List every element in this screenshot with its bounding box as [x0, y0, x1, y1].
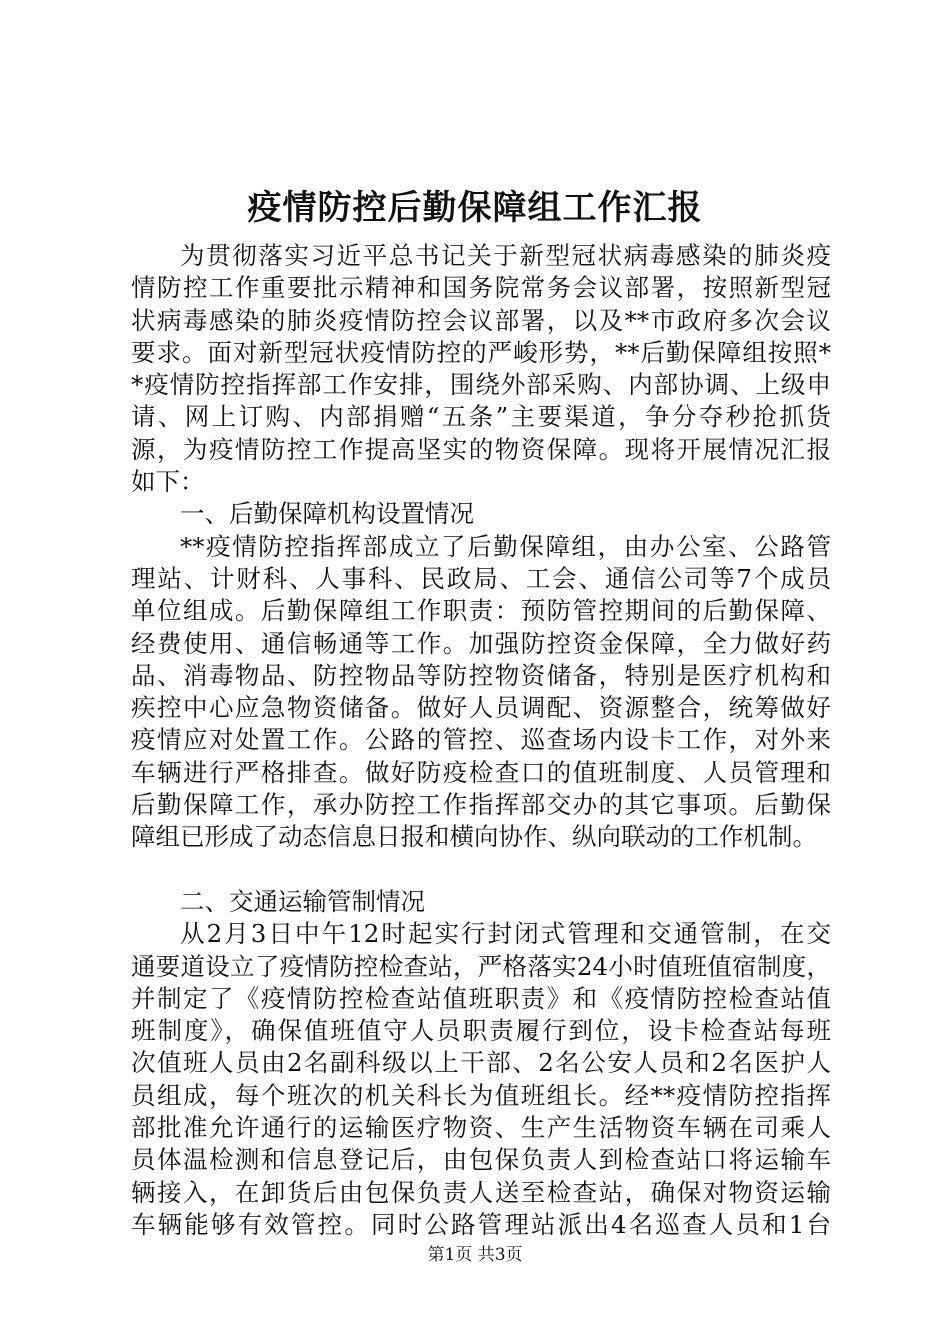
- text-line: 次值班人员由2名副科级以上干部、2名公安人员和2名医护人: [131, 1048, 831, 1078]
- text-line: 车辆能够有效管控。同时公路管理站派出4名巡查人员和1台: [131, 1209, 831, 1239]
- text-line: **疫情防控指挥部成立了后勤保障组，由办公室、公路管: [180, 531, 831, 561]
- text-line: 理站、计财科、人事科、民政局、工会、通信公司等7个成员: [131, 563, 831, 593]
- text-line: 情防控工作重要批示精神和国务院常务会议部署，按照新型冠: [131, 273, 831, 303]
- section-heading-1: 一、后勤保障机构设置情况: [180, 499, 474, 529]
- document-title: 疫情防控后勤保障组工作汇报: [247, 188, 703, 228]
- text-line: 从2月3日中午12时起实行封闭式管理和交通管制，在交: [180, 919, 831, 949]
- text-line: 品、消毒物品、防控物品等防控物资储备，特别是医疗机构和: [131, 660, 831, 690]
- text-line: 员体温检测和信息登记后，由包保负责人到检查站口将运输车: [131, 1145, 831, 1175]
- text-line: 车辆进行严格排查。做好防疫检查口的值班制度、人员管理和: [131, 757, 831, 787]
- text-line: 疾控中心应急物资储备。做好人员调配、资源整合，统筹做好: [131, 693, 831, 723]
- text-line: 后勤保障工作，承办防控工作指挥部交办的其它事项。后勤保: [131, 790, 831, 820]
- text-line: 状病毒感染的肺炎疫情防控会议部署，以及**市政府多次会议: [131, 305, 831, 335]
- text-line: 辆接入，在卸货后由包保负责人送至检查站，确保对物资运输: [131, 1177, 831, 1207]
- text-line: 单位组成。后勤保障组工作职责：预防管控期间的后勤保障、: [131, 596, 831, 626]
- text-line: 员组成，每个班次的机关科长为值班组长。经**疫情防控指挥: [131, 1080, 831, 1110]
- text-line: 要求。面对新型冠状疫情防控的严峻形势，**后勤保障组按照*: [131, 337, 831, 367]
- text-line: 部批准允许通行的运输医疗物资、生产生活物资车辆在司乘人: [131, 1113, 831, 1143]
- text-line: 源，为疫情防控工作提高坚实的物资保障。现将开展情况汇报: [131, 434, 831, 464]
- text-line: 疫情应对处置工作。公路的管控、巡查场内设卡工作，对外来: [131, 725, 831, 755]
- text-line: *疫情防控指挥部工作安排，围绕外部采购、内部协调、上级申: [131, 370, 831, 400]
- text-line: 并制定了《疫情防控检查站值班职责》和《疫情防控检查站值: [131, 983, 831, 1013]
- text-line: 请、网上订购、内部捐赠“五条”主要渠道，争分夺秒抢抓货: [131, 402, 831, 432]
- text-line: 班制度》，确保值班值守人员职责履行到位，设卡检查站每班: [131, 1016, 831, 1046]
- section-heading-2: 二、交通运输管制情况: [180, 886, 425, 916]
- text-line: 经费使用、通信畅通等工作。加强防控资金保障，全力做好药: [131, 628, 831, 658]
- document-body: [131, 240, 831, 1241]
- text-line: 通要道设立了疫情防控检查站，严格落实24小时值班值宿制度，: [131, 951, 831, 981]
- text-line: 如下：: [131, 467, 205, 497]
- text-line: 障组已形成了动态信息日报和横向协作、纵向联动的工作机制。: [131, 822, 817, 852]
- paragraph-logistics: [131, 531, 831, 854]
- page-footer: 第1页 共3页: [427, 1245, 523, 1265]
- blank-line: [131, 854, 831, 886]
- paragraph-intro: [131, 240, 831, 498]
- paragraph-traffic: [131, 918, 831, 1241]
- text-line: 为贯彻落实习近平总书记关于新型冠状病毒感染的肺炎疫: [180, 241, 831, 270]
